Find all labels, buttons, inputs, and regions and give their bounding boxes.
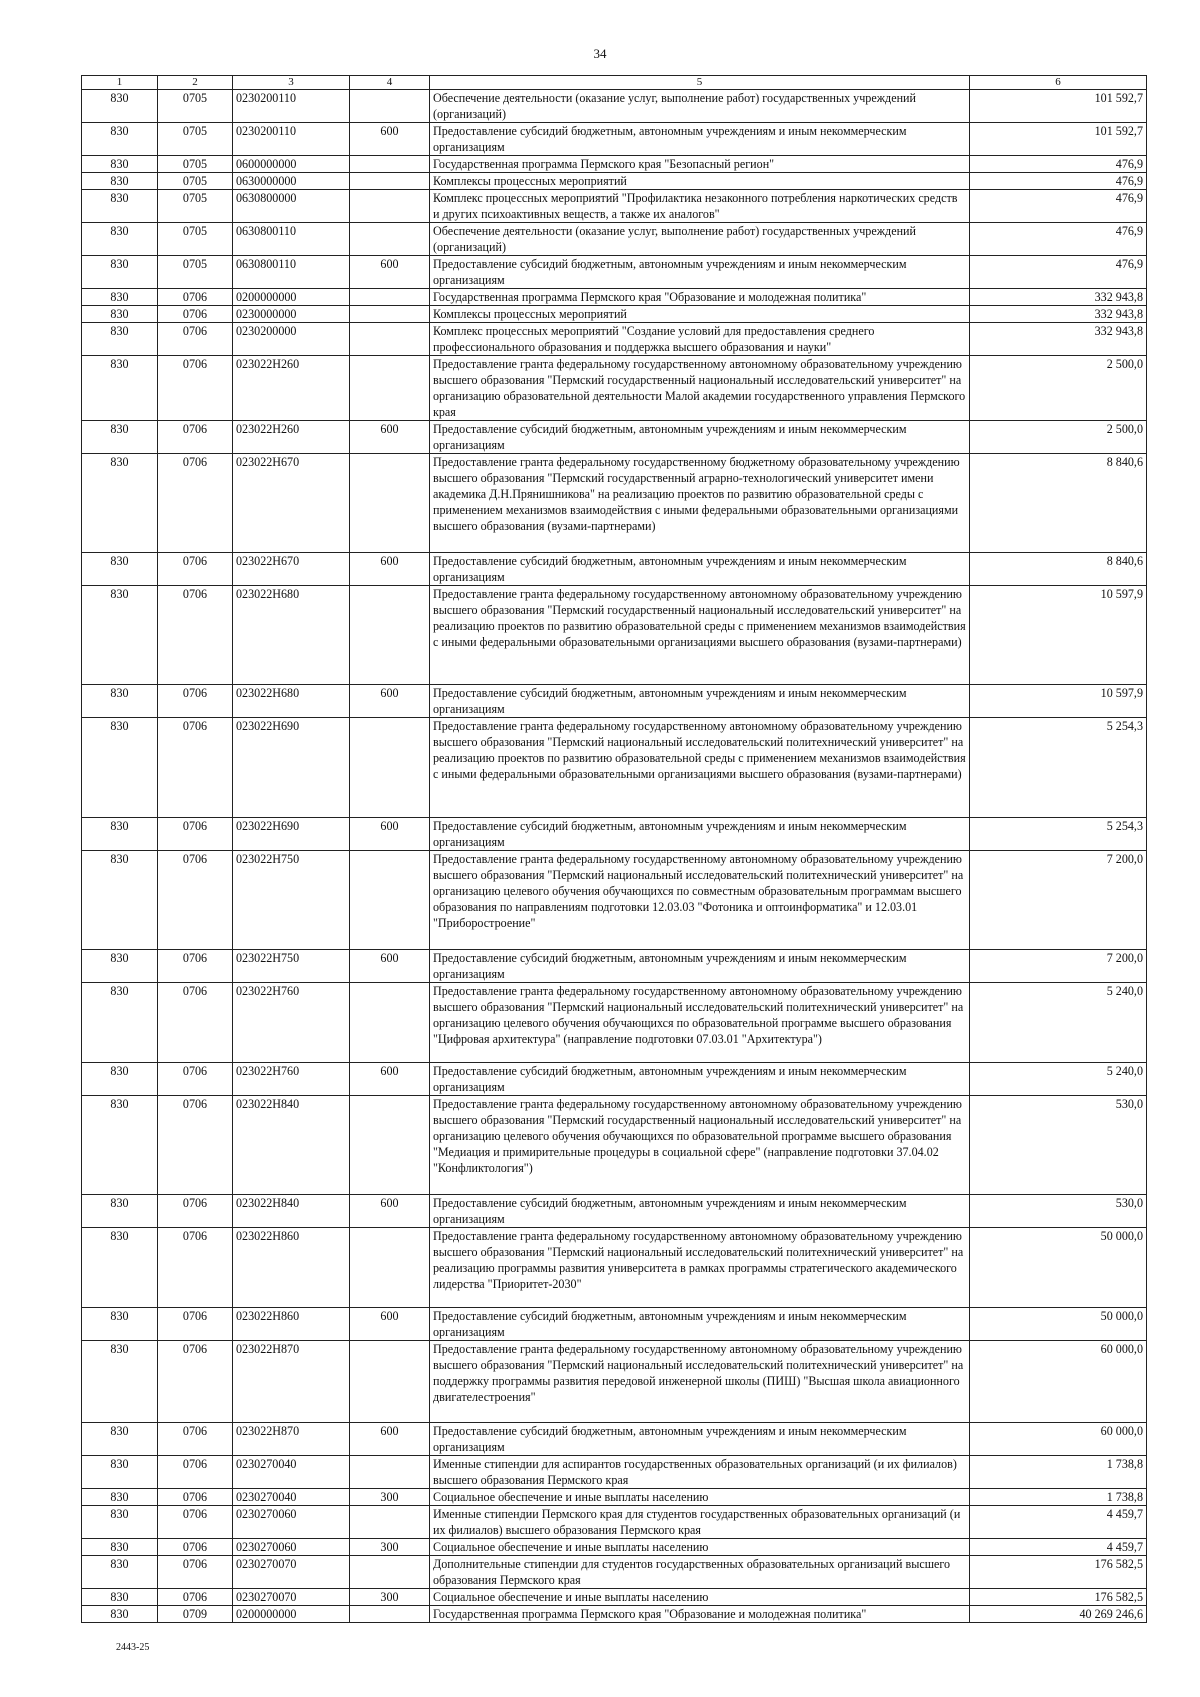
section-code: 0706 (158, 421, 233, 454)
table-row (82, 223, 1147, 256)
section-code: 0705 (158, 156, 233, 173)
table-body (82, 90, 1147, 1623)
budget-table (81, 75, 1147, 1623)
ministry-code: 830 (82, 1228, 158, 1308)
amount: 332 943,8 (970, 289, 1147, 306)
ministry-code: 830 (82, 1456, 158, 1489)
target-article-code: 023022Н760 (233, 983, 350, 1063)
expense-type-code: 600 (350, 1423, 430, 1456)
expense-type-code (350, 223, 430, 256)
description: Комплекс процессных мероприятий "Создание условий для предоставления среднего профессионального образования и поддержка высшего образования и науки" (430, 323, 970, 356)
section-code: 0706 (158, 1228, 233, 1308)
target-article-code: 0230270040 (233, 1489, 350, 1506)
table-row (82, 685, 1147, 718)
target-article-code: 023022Н750 (233, 851, 350, 950)
ministry-code: 830 (82, 90, 158, 123)
section-code: 0706 (158, 818, 233, 851)
table-row (82, 1228, 1147, 1308)
description: Государственная программа Пермского края "Образование и молодежная политика" (430, 289, 970, 306)
target-article-code: 0200000000 (233, 1606, 350, 1623)
section-code: 0706 (158, 454, 233, 553)
amount: 530,0 (970, 1195, 1147, 1228)
table-row (82, 983, 1147, 1063)
section-code: 0706 (158, 1195, 233, 1228)
expense-type-code: 300 (350, 1489, 430, 1506)
description: Предоставление субсидий бюджетным, автономным учреждениям и иным некоммерческим организациям (430, 553, 970, 586)
table-row (82, 1341, 1147, 1423)
description: Предоставление субсидий бюджетным, автономным учреждениям и иным некоммерческим организациям (430, 685, 970, 718)
ministry-code: 830 (82, 356, 158, 421)
section-code: 0706 (158, 983, 233, 1063)
description: Государственная программа Пермского края "Образование и молодежная политика" (430, 1606, 970, 1623)
expense-type-code (350, 306, 430, 323)
expense-type-code: 600 (350, 685, 430, 718)
ministry-code: 830 (82, 123, 158, 156)
table-row (82, 1456, 1147, 1489)
description: Дополнительные стипендии для студентов государственных образовательных организаций высшего образования Пермского края (430, 1556, 970, 1589)
table-row (82, 718, 1147, 818)
expense-type-code (350, 1556, 430, 1589)
ministry-code: 830 (82, 983, 158, 1063)
ministry-code: 830 (82, 1506, 158, 1539)
section-code: 0706 (158, 553, 233, 586)
ministry-code: 830 (82, 289, 158, 306)
expense-type-code (350, 718, 430, 818)
section-code: 0706 (158, 586, 233, 685)
expense-type-code (350, 1606, 430, 1623)
target-article-code: 023022Н760 (233, 1063, 350, 1096)
description: Социальное обеспечение и иные выплаты населению (430, 1589, 970, 1606)
amount: 476,9 (970, 156, 1147, 173)
table-row (82, 818, 1147, 851)
section-code: 0706 (158, 685, 233, 718)
ministry-code: 830 (82, 323, 158, 356)
description: Обеспечение деятельности (оказание услуг, выполнение работ) государственных учреждений (организаций) (430, 223, 970, 256)
amount: 60 000,0 (970, 1341, 1147, 1423)
header-col-3: 3 (233, 76, 350, 90)
header-col-4: 4 (350, 76, 430, 90)
description: Предоставление гранта федеральному государственному автономному образовательному учреждению высшего образования "Пермский государственный национальный исследовательский университет" на организацию образовательной деятельности Малой академии государственного управления Пермского края (430, 356, 970, 421)
target-article-code: 0630800110 (233, 256, 350, 289)
target-article-code: 0630800110 (233, 223, 350, 256)
section-code: 0705 (158, 123, 233, 156)
description: Предоставление субсидий бюджетным, автономным учреждениям и иным некоммерческим организациям (430, 1063, 970, 1096)
section-code: 0706 (158, 1341, 233, 1423)
description: Предоставление субсидий бюджетным, автономным учреждениям и иным некоммерческим организациям (430, 818, 970, 851)
amount: 10 597,9 (970, 685, 1147, 718)
amount: 332 943,8 (970, 306, 1147, 323)
amount: 1 738,8 (970, 1489, 1147, 1506)
section-code: 0706 (158, 356, 233, 421)
ministry-code: 830 (82, 1589, 158, 1606)
page-number: 34 (593, 46, 607, 61)
expense-type-code: 300 (350, 1589, 430, 1606)
amount: 4 459,7 (970, 1506, 1147, 1539)
description: Предоставление субсидий бюджетным, автономным учреждениям и иным некоммерческим организациям (430, 421, 970, 454)
table-row (82, 553, 1147, 586)
target-article-code: 0630000000 (233, 173, 350, 190)
section-code: 0706 (158, 1423, 233, 1456)
description: Предоставление гранта федеральному государственному автономному образовательному учреждению высшего образования "Пермский национальный исследовательский политехнический университет" на организацию целевого обучения обучающихся по совместным образовательным программам высшего образования по направлениям подготовки 12.03.03 "Фотоника и оптоинформатика" и 12.03.01 "Приборостроение" (430, 851, 970, 950)
expense-type-code (350, 983, 430, 1063)
section-code: 0706 (158, 323, 233, 356)
ministry-code: 830 (82, 454, 158, 553)
ministry-code: 830 (82, 306, 158, 323)
description: Предоставление гранта федеральному государственному автономному образовательному учреждению высшего образования "Пермский национальный исследовательский политехнический университет" на реализацию проектов по развитию образовательной среды с применением механизмов взаимодействия с иными федеральными образовательными организациями высшего образования (вузами-партнерами) (430, 718, 970, 818)
description: Предоставление субсидий бюджетным, автономным учреждениям и иным некоммерческим организациям (430, 1423, 970, 1456)
section-code: 0706 (158, 1489, 233, 1506)
target-article-code: 023022Н690 (233, 818, 350, 851)
amount: 476,9 (970, 223, 1147, 256)
target-article-code: 023022Н860 (233, 1228, 350, 1308)
table-row (82, 1063, 1147, 1096)
target-article-code: 023022Н870 (233, 1423, 350, 1456)
ministry-code: 830 (82, 1489, 158, 1506)
section-code: 0706 (158, 289, 233, 306)
table-row (82, 1539, 1147, 1556)
ministry-code: 830 (82, 1195, 158, 1228)
table-row (82, 190, 1147, 223)
expense-type-code: 600 (350, 421, 430, 454)
section-code: 0705 (158, 190, 233, 223)
ministry-code: 830 (82, 553, 158, 586)
target-article-code: 023022Н260 (233, 356, 350, 421)
expense-type-code (350, 1506, 430, 1539)
target-article-code: 023022Н260 (233, 421, 350, 454)
ministry-code: 830 (82, 173, 158, 190)
table-row (82, 1195, 1147, 1228)
description: Комплекс процессных мероприятий "Профилактика незаконного потребления наркотических средств и других психоактивных веществ, а также их аналогов" (430, 190, 970, 223)
expense-type-code (350, 1228, 430, 1308)
table-row (82, 1489, 1147, 1506)
target-article-code: 023022Н840 (233, 1195, 350, 1228)
ministry-code: 830 (82, 1423, 158, 1456)
section-code: 0706 (158, 718, 233, 818)
table-row (82, 323, 1147, 356)
amount: 101 592,7 (970, 123, 1147, 156)
ministry-code: 830 (82, 1308, 158, 1341)
description: Предоставление субсидий бюджетным, автономным учреждениям и иным некоммерческим организациям (430, 123, 970, 156)
description: Предоставление гранта федеральному государственному автономному образовательному учреждению высшего образования "Пермский национальный исследовательский политехнический университет" на поддержку программы развития передовой инженерной школы (ПИШ) "Высшая школа авиационного двигателестроения" (430, 1341, 970, 1423)
expense-type-code: 300 (350, 1539, 430, 1556)
table-row (82, 1308, 1147, 1341)
table-row (82, 1506, 1147, 1539)
section-code: 0706 (158, 1096, 233, 1195)
amount: 332 943,8 (970, 323, 1147, 356)
expense-type-code (350, 156, 430, 173)
amount: 7 200,0 (970, 950, 1147, 983)
expense-type-code (350, 586, 430, 685)
target-article-code: 0230000000 (233, 306, 350, 323)
table-row (82, 356, 1147, 421)
ministry-code: 830 (82, 1606, 158, 1623)
target-article-code: 0230270070 (233, 1556, 350, 1589)
section-code: 0706 (158, 1589, 233, 1606)
ministry-code: 830 (82, 190, 158, 223)
description: Предоставление субсидий бюджетным, автономным учреждениям и иным некоммерческим организациям (430, 950, 970, 983)
amount: 530,0 (970, 1096, 1147, 1195)
expense-type-code (350, 173, 430, 190)
description: Обеспечение деятельности (оказание услуг, выполнение работ) государственных учреждений (организаций) (430, 90, 970, 123)
header-row (82, 76, 1147, 90)
target-article-code: 023022Н670 (233, 553, 350, 586)
expense-type-code (350, 356, 430, 421)
expense-type-code: 600 (350, 553, 430, 586)
section-code: 0706 (158, 1506, 233, 1539)
ministry-code: 830 (82, 1539, 158, 1556)
table-row (82, 90, 1147, 123)
expense-type-code: 600 (350, 1195, 430, 1228)
description: Социальное обеспечение и иные выплаты населению (430, 1489, 970, 1506)
amount: 5 240,0 (970, 1063, 1147, 1096)
description: Социальное обеспечение и иные выплаты населению (430, 1539, 970, 1556)
target-article-code: 0230270070 (233, 1589, 350, 1606)
header-col-6: 6 (970, 76, 1147, 90)
amount: 101 592,7 (970, 90, 1147, 123)
table-row (82, 1423, 1147, 1456)
description: Именные стипендии Пермского края для студентов государственных образовательных организаций (и их филиалов) высшего образования Пермского края (430, 1506, 970, 1539)
target-article-code: 023022Н690 (233, 718, 350, 818)
table-row (82, 173, 1147, 190)
ministry-code: 830 (82, 1341, 158, 1423)
target-article-code: 0230270060 (233, 1539, 350, 1556)
description: Предоставление гранта федеральному государственному бюджетному образовательному учреждению высшего образования "Пермский государственный аграрно-технологический университет имени академика Д.Н.Прянишникова" на реализацию проектов по развитию образовательной среды с применением механизмов взаимодействия с иными федеральными образовательными организациями высшего образования (вузами-партнерами) (430, 454, 970, 553)
amount: 5 254,3 (970, 718, 1147, 818)
description: Предоставление гранта федеральному государственному автономному образовательному учреждению высшего образования "Пермский государственный национальный исследовательский университет" на организацию целевого обучения обучающихся по образовательной программе высшего образования "Медиация и примирительные процедуры в социальной сфере" (направление подготовки 37.04.02 "Конфликтология") (430, 1096, 970, 1195)
expense-type-code (350, 1341, 430, 1423)
table-row (82, 156, 1147, 173)
ministry-code: 830 (82, 421, 158, 454)
table-row (82, 123, 1147, 156)
description: Предоставление гранта федеральному государственному автономному образовательному учреждению высшего образования "Пермский государственный национальный исследовательский университет" на реализацию проектов по развитию образовательной среды с применением механизмов взаимодействия с иными федеральными образовательными организациями высшего образования (вузами-партнерами) (430, 586, 970, 685)
ministry-code: 830 (82, 1556, 158, 1589)
description: Именные стипендии для аспирантов государственных образовательных организаций (и их филиалов) высшего образования Пермского края (430, 1456, 970, 1489)
ministry-code: 830 (82, 256, 158, 289)
expense-type-code (350, 851, 430, 950)
amount: 476,9 (970, 173, 1147, 190)
amount: 176 582,5 (970, 1589, 1147, 1606)
target-article-code: 0230200000 (233, 323, 350, 356)
amount: 50 000,0 (970, 1228, 1147, 1308)
target-article-code: 0600000000 (233, 156, 350, 173)
table-row (82, 1606, 1147, 1623)
section-code: 0706 (158, 1308, 233, 1341)
ministry-code: 830 (82, 1096, 158, 1195)
amount: 176 582,5 (970, 1556, 1147, 1589)
section-code: 0706 (158, 851, 233, 950)
table-row (82, 586, 1147, 685)
target-article-code: 023022Н680 (233, 685, 350, 718)
target-article-code: 023022Н670 (233, 454, 350, 553)
expense-type-code (350, 289, 430, 306)
description: Предоставление субсидий бюджетным, автономным учреждениям и иным некоммерческим организациям (430, 1308, 970, 1341)
expense-type-code: 600 (350, 950, 430, 983)
description: Предоставление гранта федеральному государственному автономному образовательному учреждению высшего образования "Пермский национальный исследовательский политехнический университет" на организацию целевого обучения обучающихся по образовательной программе высшего образования "Цифровая архитектура" (направление подготовки 07.03.01 "Архитектура") (430, 983, 970, 1063)
expense-type-code (350, 190, 430, 223)
target-article-code: 023022Н750 (233, 950, 350, 983)
amount: 476,9 (970, 190, 1147, 223)
section-code: 0705 (158, 173, 233, 190)
section-code: 0705 (158, 256, 233, 289)
section-code: 0705 (158, 223, 233, 256)
section-code: 0706 (158, 950, 233, 983)
section-code: 0705 (158, 90, 233, 123)
expense-type-code: 600 (350, 123, 430, 156)
description: Комплексы процессных мероприятий (430, 173, 970, 190)
ministry-code: 830 (82, 586, 158, 685)
amount: 4 459,7 (970, 1539, 1147, 1556)
amount: 8 840,6 (970, 553, 1147, 586)
table-row (82, 1556, 1147, 1589)
footer-code: 2443-25 (116, 1642, 150, 1653)
description: Комплексы процессных мероприятий (430, 306, 970, 323)
amount: 8 840,6 (970, 454, 1147, 553)
description: Предоставление субсидий бюджетным, автономным учреждениям и иным некоммерческим организациям (430, 256, 970, 289)
expense-type-code (350, 90, 430, 123)
ministry-code: 830 (82, 223, 158, 256)
target-article-code: 023022Н840 (233, 1096, 350, 1195)
section-code: 0706 (158, 1539, 233, 1556)
section-code: 0706 (158, 306, 233, 323)
expense-type-code (350, 454, 430, 553)
table-row (82, 454, 1147, 553)
section-code: 0706 (158, 1063, 233, 1096)
target-article-code: 0630800000 (233, 190, 350, 223)
expense-type-code: 600 (350, 818, 430, 851)
amount: 10 597,9 (970, 586, 1147, 685)
table-row (82, 1096, 1147, 1195)
ministry-code: 830 (82, 950, 158, 983)
table-row (82, 306, 1147, 323)
amount: 60 000,0 (970, 1423, 1147, 1456)
target-article-code: 0230270040 (233, 1456, 350, 1489)
ministry-code: 830 (82, 156, 158, 173)
ministry-code: 830 (82, 718, 158, 818)
expense-type-code: 600 (350, 1308, 430, 1341)
table-row (82, 256, 1147, 289)
expense-type-code (350, 1456, 430, 1489)
ministry-code: 830 (82, 685, 158, 718)
expense-type-code: 600 (350, 1063, 430, 1096)
table-row (82, 421, 1147, 454)
section-code: 0709 (158, 1606, 233, 1623)
table-row (82, 950, 1147, 983)
expense-type-code: 600 (350, 256, 430, 289)
amount: 1 738,8 (970, 1456, 1147, 1489)
amount: 2 500,0 (970, 421, 1147, 454)
header-col-1: 1 (82, 76, 158, 90)
table-row (82, 1589, 1147, 1606)
section-code: 0706 (158, 1556, 233, 1589)
target-article-code: 023022Н870 (233, 1341, 350, 1423)
description: Государственная программа Пермского края "Безопасный регион" (430, 156, 970, 173)
section-code: 0706 (158, 1456, 233, 1489)
header-col-5: 5 (430, 76, 970, 90)
target-article-code: 0230200110 (233, 123, 350, 156)
amount: 7 200,0 (970, 851, 1147, 950)
header-col-2: 2 (158, 76, 233, 90)
amount: 5 240,0 (970, 983, 1147, 1063)
table-row (82, 289, 1147, 306)
target-article-code: 0200000000 (233, 289, 350, 306)
expense-type-code (350, 323, 430, 356)
target-article-code: 023022Н680 (233, 586, 350, 685)
amount: 40 269 246,6 (970, 1606, 1147, 1623)
description: Предоставление гранта федеральному государственному автономному образовательному учреждению высшего образования "Пермский национальный исследовательский политехнический университет" на реализацию программы развития университета в рамках программы стратегического академического лидерства "Приоритет-2030" (430, 1228, 970, 1308)
amount: 50 000,0 (970, 1308, 1147, 1341)
table-row (82, 851, 1147, 950)
amount: 476,9 (970, 256, 1147, 289)
amount: 5 254,3 (970, 818, 1147, 851)
ministry-code: 830 (82, 818, 158, 851)
amount: 2 500,0 (970, 356, 1147, 421)
target-article-code: 023022Н860 (233, 1308, 350, 1341)
ministry-code: 830 (82, 1063, 158, 1096)
expense-type-code (350, 1096, 430, 1195)
description: Предоставление субсидий бюджетным, автономным учреждениям и иным некоммерческим организациям (430, 1195, 970, 1228)
target-article-code: 0230200110 (233, 90, 350, 123)
target-article-code: 0230270060 (233, 1506, 350, 1539)
ministry-code: 830 (82, 851, 158, 950)
